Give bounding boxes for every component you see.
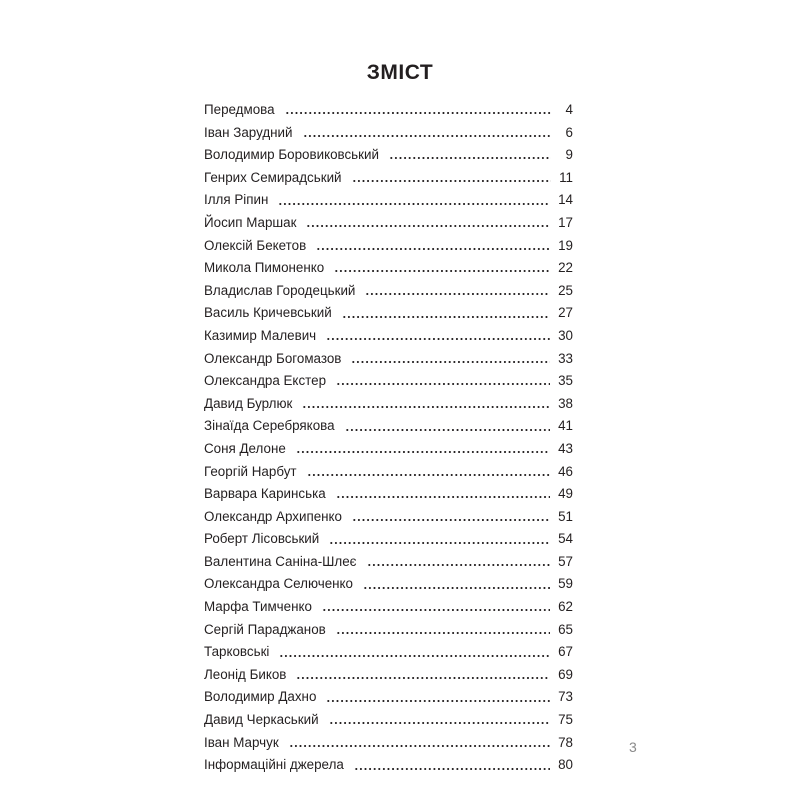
toc-entry [204,212,573,235]
toc-entry [204,99,573,122]
toc-entry [204,167,573,190]
dot-leader [329,721,551,725]
toc-entry-page: 67 [558,644,573,660]
toc-entry-page: 4 [565,102,573,117]
toc-entry-title: Володимир Боровиковський [204,147,379,163]
toc-entry-page: 59 [558,576,573,592]
toc-entry-page: 30 [558,327,573,343]
toc-entry [204,732,573,755]
toc-entry [204,235,573,258]
toc-entry-title: Леонід Биков [204,666,287,682]
dot-leader [302,405,550,409]
dot-leader [345,428,551,432]
toc-entry [204,754,573,777]
toc-entry-page: 9 [565,147,573,163]
toc-entry-page: 22 [558,260,573,276]
dot-leader [351,360,550,364]
toc-entry [204,506,573,529]
toc-entry-page: 78 [558,734,573,750]
toc-entry-page: 41 [558,418,573,434]
toc-entry-title: Володимир Дахно [204,689,317,705]
toc-entry [204,393,573,416]
dot-leader [322,608,550,612]
toc-entry-page: 49 [558,486,573,502]
toc-entry [204,257,573,280]
page-title: ЗМІСТ [366,61,434,84]
toc-entry-page: 57 [558,553,573,569]
toc-entry-title: Олександра Екстер [204,373,327,389]
toc-entry [204,280,573,303]
dot-leader [296,450,550,454]
toc-entry-title: Іван Зарудний [204,124,293,140]
dot-leader [365,292,550,296]
dot-leader [326,699,550,703]
toc-entry-title: Давид Черкаський [204,712,319,728]
toc-entry [204,461,573,484]
toc-entry [204,619,573,642]
dot-leader [363,586,550,590]
dot-leader [289,744,550,748]
toc-entry-title: Георгій Нарбут [204,463,297,479]
dot-leader [307,473,551,477]
toc-entry-page: 65 [558,621,573,637]
toc-entry-page: 75 [558,712,573,728]
toc-entry-page: 33 [558,350,573,366]
toc-entry [204,664,573,687]
toc-entry-page: 27 [558,305,573,321]
dot-leader [354,767,550,771]
toc-entry-title: Соня Делоне [204,440,286,456]
toc-entry-page: 38 [558,395,573,411]
toc-entry [204,641,573,664]
toc-entry-title: Олександр Богомазов [204,350,342,366]
toc-entry-page: 54 [558,531,573,547]
toc-entry-page: 62 [558,599,573,615]
toc-entry-page: 69 [558,666,573,682]
toc-entry-title: Сергій Параджанов [204,621,326,637]
dot-leader [279,654,550,658]
toc-entry-title: Олексій Бекетов [204,237,307,253]
dot-leader [326,337,550,341]
toc-entry [204,189,573,212]
dot-leader [352,179,551,183]
toc-entry-title: Інформаційні джерела [204,757,344,773]
dot-leader [336,382,550,386]
toc-entry-title: Варвара Каринська [204,486,326,502]
toc-entry-title: Владислав Городецький [204,282,356,298]
toc-entry-page: 11 [559,169,573,185]
dot-leader [389,156,551,160]
toc-entry-title: Казимир Малевич [204,327,317,343]
toc-entry [204,438,573,461]
toc-entry-title: Микола Пимоненко [204,260,325,276]
toc-entry [204,483,573,506]
toc-entry-page: 35 [558,373,573,389]
toc-entry-title: Ілля Рiпин [204,192,269,208]
dot-leader [285,111,551,115]
dot-leader [334,269,550,273]
toc-entry [204,686,573,709]
dot-leader [329,541,550,545]
toc-entry-page: 80 [558,757,573,773]
toc-entry-title: Зінаїда Серебрякова [204,418,335,434]
toc-entry-title: Давид Бурлюк [204,395,293,411]
dot-leader [278,202,550,206]
toc-entry-title: Іван Марчук [204,734,279,750]
toc-entry [204,415,573,438]
toc-entry [204,596,573,619]
toc-entry-page: 14 [558,192,573,208]
toc-entry-page: 19 [558,237,573,253]
toc-entry [204,551,573,574]
toc-entry-title: Роберт Лісовський [204,531,320,547]
toc-entry-title: Василь Кричевський [204,305,332,321]
toc-entry [204,528,573,551]
toc-entry-page: 25 [558,282,573,298]
toc-entry [204,144,573,167]
toc-entry-page: 6 [565,124,573,140]
toc-entry-title: Передмова [204,102,275,117]
toc-entry [204,709,573,732]
toc-entry [204,122,573,145]
toc-entry-page: 17 [558,214,573,230]
toc-entry-page: 46 [558,463,573,479]
dot-leader [306,224,550,228]
toc-entry [204,302,573,325]
toc-entry-title: Генрих Семирадський [204,169,342,185]
toc-entry-page: 73 [558,689,573,705]
dot-leader [342,315,550,319]
toc-entry-title: Тарковські [204,644,270,660]
dot-leader [352,518,550,522]
dot-leader [316,247,550,251]
toc-entry [204,325,573,348]
toc-entry-title: Валентина Саніна-Шлеє [204,553,357,569]
dot-leader [303,134,552,138]
table-of-contents [204,99,573,777]
dot-leader [367,563,551,567]
toc-entry-title: Олександр Архипенко [204,508,343,524]
toc-entry-title: Олександра Селюченко [204,576,354,592]
toc-entry-page: 43 [558,440,573,456]
toc-entry-page: 51 [558,508,573,524]
toc-entry-title: Марфа Тимченко [204,599,312,615]
page-number: 3 [629,739,637,755]
dot-leader [296,676,550,680]
dot-leader [336,495,550,499]
dot-leader [336,631,550,635]
toc-entry [204,348,573,371]
toc-entry [204,370,573,393]
toc-entry [204,573,573,596]
toc-entry-title: Йосип Маршак [204,214,297,230]
